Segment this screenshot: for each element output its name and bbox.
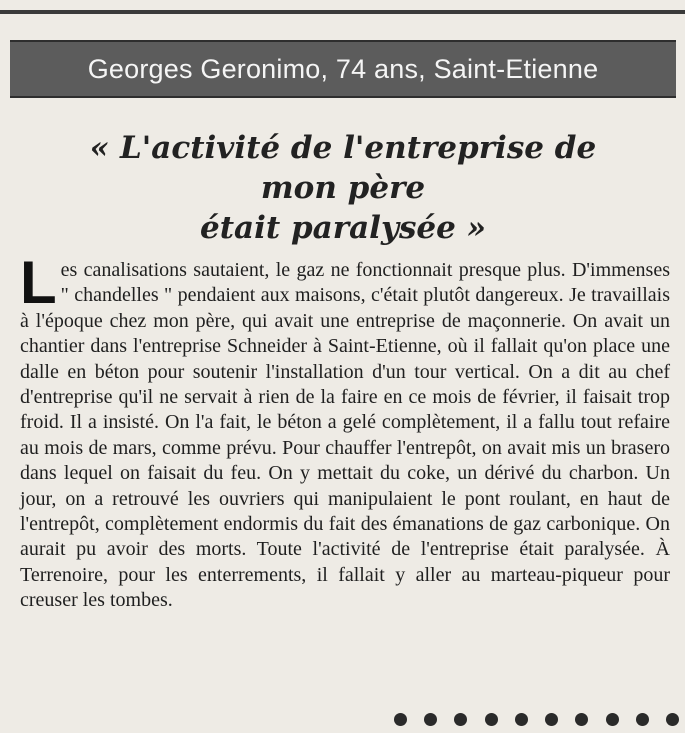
end-dots-ornament: [394, 708, 679, 730]
dot-icon: [424, 713, 437, 726]
top-rule: [0, 10, 685, 14]
dot-icon: [454, 713, 467, 726]
article-body: [20, 249, 670, 614]
dot-icon: [394, 713, 407, 726]
dot-icon: [485, 713, 498, 726]
dot-icon: [515, 713, 528, 726]
drop-cap: L: [20, 249, 57, 316]
article-body-text: es canalisations sautaient, le gaz ne fonctionnait presque plus. D'immenses " chandelles " pendaient aux maisons, c'était plutôt dangereux. Je travaillais à l'époque chez mon père, qui avait une entreprise de maçonnerie. On avait un chantier dans l'entreprise Schneider à Saint-Etienne, où il fallait qu'on place une dalle en béton pour soutenir l'installation d'un tour vertical. On a dit au chef d'entreprise qu'il ne servait à rien de la faire en ce mois de février, il faisait trop froid. Il a insisté. On l'a fait, le béton a gelé complètement, il a fallu tout refaire au mois de mars, comme prévu. Pour chauffer l'entrepôt, on avait mis un brasero dans lequel on faisait du feu. On y mettait du coke, un dérivé du charbon. Un jour, on a retrouvé les ouvriers qui manipulaient le pont roulant, en haut de l'entrepôt, complètement endormis du fait des émanations de gaz carbonique. On aurait pu avoir des morts. Toute l'activité de l'entreprise était paralysée. À Terrenoire, pour les enterrements, il fallait y aller au marteau-piqueur pour creuser les tombes.: [20, 259, 670, 612]
dot-icon: [606, 713, 619, 726]
byline-text: Georges Geronimo, 74 ans, Saint-Etienne: [87, 53, 599, 84]
headline-line-1: « L'activité de l'entreprise de: [89, 130, 597, 166]
headline-line-2: mon père: [260, 170, 426, 206]
headline-line-3: était paralysée »: [199, 210, 487, 246]
article-headline: [10, 128, 676, 248]
dot-icon: [545, 713, 558, 726]
dot-icon: [575, 713, 588, 726]
dot-icon: [666, 713, 679, 726]
byline-banner: [10, 40, 676, 98]
dot-icon: [636, 713, 649, 726]
